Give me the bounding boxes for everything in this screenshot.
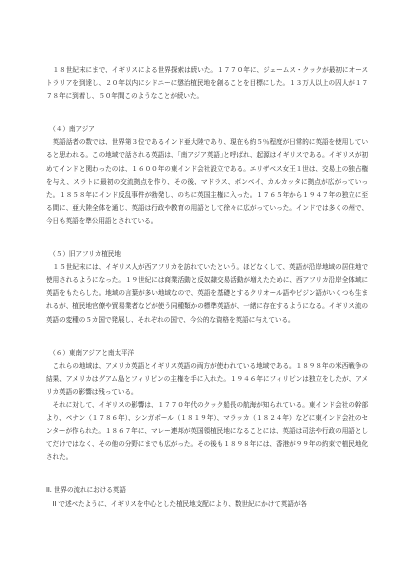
intro-paragraph: １８世紀末にまで、イギリスによる世界探索は続いた。１７７０年に、ジェームス・クックが最初にオーストラリアを到達し、２０年以内にシドニーに懲治植民地を創ることを目標にした。１３万人以上の囚人が１７７８年に到着し、５０年間このようなことが続いた。 bbox=[46, 66, 368, 101]
south-asia-paragraph: 英語話者の数では、世界第３位であるインド亜大陸であり、現在も約５％程度が日常的に英語を使用していると思われる。この地域で話される英語は、｢南アジア英語｣と呼ばれ、起源はイギリスである。イギリスが初めてインドと関わったのは、１６００年の東インド会社設立である。エリザベス女王１世は、交易上の独占権を与え、スラトに最初の交流拠点を作り、その後、マドラス、ボンベイ、カルカッタに拠点が広がっていった。１８５８年にインド反乱事件が勃発し、のちに英国主権に入った。１７６５年から１９４７年の独立に至る間に、亜大陸全体を通じ、英語は行政や教育の用語として徐々に広がっていった。インドでは多くの州で、今日も英語を準公用語とされている。 bbox=[46, 138, 368, 225]
world-paragraph: II で述べたように、イギリスを中心とした植民地支配により、数世紀にかけて英語が各 bbox=[52, 499, 307, 508]
document-page bbox=[46, 64, 368, 511]
southeast-asia-paragraph-1: これらの地域は、アメリカ英語とイギリス英語の両方が使われている地域である。１８９８年の米西戦争の結果、アメリカはグアム島とフィリピンの主権を手に入れた。１９４６年にフィリピンは独立をしたが、アメリカ英語の影響は残っている。 bbox=[46, 361, 368, 396]
section-heading-southeast-asia: （６）東南アジアと南太平洋 bbox=[49, 348, 135, 357]
section-heading-world: II. 世界の流れにおける英語 bbox=[46, 486, 126, 495]
west-africa-paragraph: １５世紀末には、イギリス人が西アフリカを訪れていたという。ほどなくして、英語が沿岸地域の居住地で使用されるようになった。１９世紀には商業活動と反奴隷交易活動が増えたために、西アフリカ沿岸全体域に英語をもたらした。地域の言葉が多い地域なので、英語を基礎とするクリオール語やピジン語がいくつも生まれるが、植民地官僚や貿易業者などが使う同種類かの標準英語が、一緒に存在するようになる。イギリス流の英語の変種の５カ国で発展し、それぞれの国で、今公的な資格を英語に与えている。 bbox=[46, 263, 368, 324]
section-heading-west-africa: （５）旧アフリカ植民地 bbox=[49, 250, 121, 259]
section-heading-south-asia: （４）南アジア bbox=[49, 125, 95, 134]
southeast-asia-paragraph-2: それに対して、イギリスの影響は、１７７０年代のクック船長の航海が知られている。東インド会社の幹部より、ペナン（１７８６年）、シンガポール（１８１９年）、マラッカ（１８２４年）などに東インド会社のセンターが作られた。１８６７年に、マレー連邦が英国領植民地になることには、英語は司法や行政の用語としてだけではなく、その他の分野にまでも広がった。その後も１８９８年には、香港が９９年の約束で植民地化された。 bbox=[46, 400, 368, 462]
